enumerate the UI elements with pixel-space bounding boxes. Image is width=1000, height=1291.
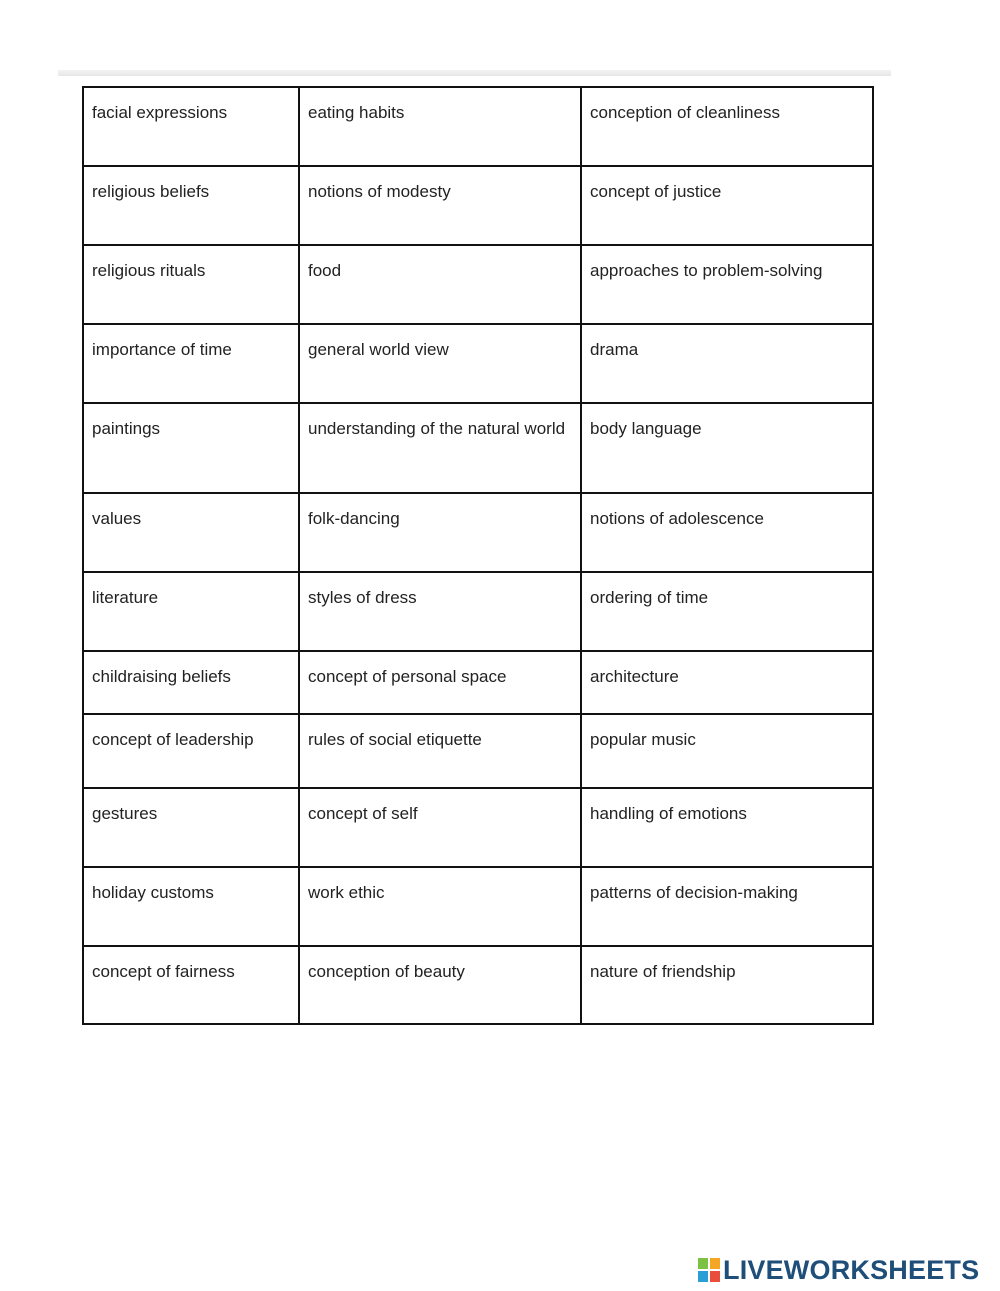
table-cell: handling of emotions bbox=[581, 788, 873, 867]
top-rule bbox=[58, 70, 891, 76]
table-cell: nature of friendship bbox=[581, 946, 873, 1024]
table-cell: general world view bbox=[299, 324, 581, 403]
table-cell: religious rituals bbox=[83, 245, 299, 324]
table-cell: paintings bbox=[83, 403, 299, 493]
table-cell: drama bbox=[581, 324, 873, 403]
table-cell: conception of beauty bbox=[299, 946, 581, 1024]
table-cell: work ethic bbox=[299, 867, 581, 946]
table-cell: notions of modesty bbox=[299, 166, 581, 245]
table-row bbox=[83, 867, 873, 946]
table-cell: rules of social etiquette bbox=[299, 714, 581, 788]
table-row bbox=[83, 245, 873, 324]
table-row bbox=[83, 166, 873, 245]
table-row bbox=[83, 324, 873, 403]
table-cell: notions of adolescence bbox=[581, 493, 873, 572]
table-cell: concept of personal space bbox=[299, 651, 581, 714]
culture-cards-table bbox=[82, 86, 874, 1025]
table-cell: ordering of time bbox=[581, 572, 873, 651]
table-row bbox=[83, 788, 873, 867]
table-cell: gestures bbox=[83, 788, 299, 867]
table-row bbox=[83, 651, 873, 714]
table-cell: understanding of the natural world bbox=[299, 403, 581, 493]
table-cell: food bbox=[299, 245, 581, 324]
table-cell: conception of cleanliness bbox=[581, 87, 873, 166]
table-row bbox=[83, 946, 873, 1024]
table-cell: facial expressions bbox=[83, 87, 299, 166]
table-cell: concept of leadership bbox=[83, 714, 299, 788]
table-cell: holiday customs bbox=[83, 867, 299, 946]
table-row bbox=[83, 403, 873, 493]
table-cell: importance of time bbox=[83, 324, 299, 403]
table-cell: eating habits bbox=[299, 87, 581, 166]
table-cell: popular music bbox=[581, 714, 873, 788]
table-cell: patterns of decision-making bbox=[581, 867, 873, 946]
brand-name: LIVEWORKSHEETS bbox=[723, 1254, 980, 1285]
table-row bbox=[83, 714, 873, 788]
table-cell: religious beliefs bbox=[83, 166, 299, 245]
table-cell: styles of dress bbox=[299, 572, 581, 651]
table-row bbox=[83, 572, 873, 651]
table-cell: concept of fairness bbox=[83, 946, 299, 1024]
liveworksheets-brand bbox=[697, 1255, 979, 1285]
table-cell: concept of justice bbox=[581, 166, 873, 245]
table-cell: concept of self bbox=[299, 788, 581, 867]
table-cell: childraising beliefs bbox=[83, 651, 299, 714]
table-row bbox=[83, 87, 873, 166]
table-row bbox=[83, 493, 873, 572]
liveworksheets-logo-icon bbox=[697, 1257, 721, 1283]
table-cell: values bbox=[83, 493, 299, 572]
table-cell: approaches to problem-solving bbox=[581, 245, 873, 324]
table-cell: folk-dancing bbox=[299, 493, 581, 572]
table-cell: literature bbox=[83, 572, 299, 651]
table-cell: body language bbox=[581, 403, 873, 493]
table-cell: architecture bbox=[581, 651, 873, 714]
